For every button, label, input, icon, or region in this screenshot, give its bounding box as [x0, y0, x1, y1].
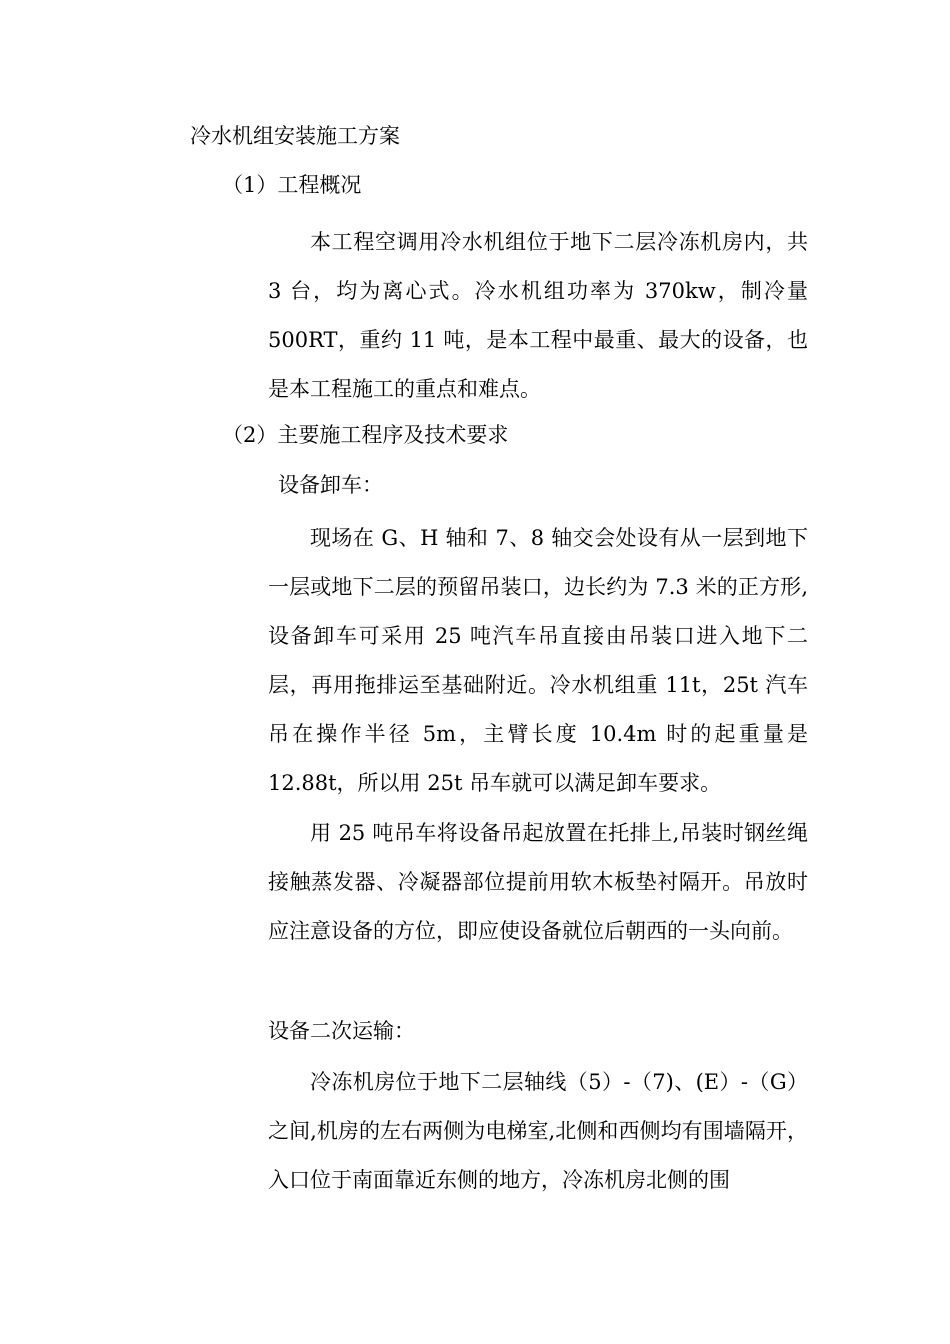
paragraph-unloading-1: 现场在 G、H 轴和 7、8 轴交会处设有从一层到地下一层或地下二层的预留吊装口，边长约为 7.3 米的正方形,设备卸车可采用 25 吨汽车吊直接由吊装口进入地下二层，再用拖排运至基础附近。冷水机组重 11t，25t 汽车吊在操作半径 5m，主臂长度 10.4m 时的起重量是 12.88t，所以用 25t 吊车就可以满足卸车要求。: [268, 526, 808, 795]
paragraph-unloading-2: 用 25 吨吊车将设备吊起放置在托排上,吊装时钢丝绳接触蒸发器、冷凝器部位提前用软木板垫衬隔开。吊放时应注意设备的方位，即应使设备就位后朝西的一头向前。: [268, 821, 808, 943]
section-heading-procedures: （2）主要施工程序及技术要求: [222, 423, 509, 447]
paragraph-transport: 冷冻机房位于地下二层轴线（5）-（7)、(E）-（G）之间,机房的左右两侧为电梯室,北侧和西侧均有围墙隔开，入口位于南面靠近东侧的地方，冷冻机房北侧的围: [268, 1070, 808, 1192]
subheading-secondary-transport: 设备二次运输：: [268, 1019, 415, 1043]
subheading-equipment-unloading: 设备卸车：: [278, 473, 383, 497]
paragraph-overview: 本工程空调用冷水机组位于地下二层冷冻机房内，共 3 台，均为离心式。冷水机组功率为 370kw，制冷量 500RT，重约 11 吨，是本工程中最重、最大的设备，也是本工程施工的重点和难点。: [268, 230, 808, 401]
document-title: 冷水机组安装施工方案: [190, 124, 400, 148]
section-heading-overview: （1）工程概况: [222, 173, 362, 197]
